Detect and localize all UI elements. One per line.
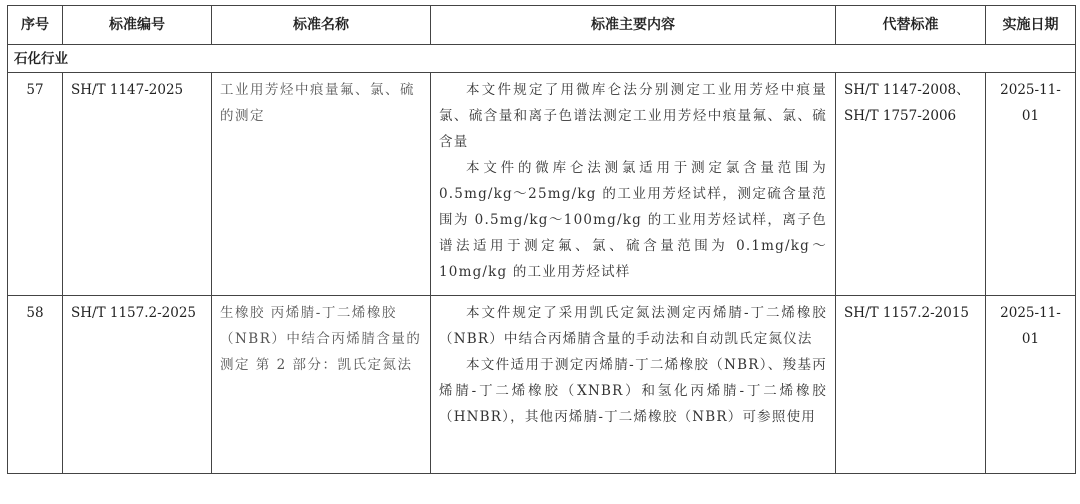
row-no: 57 (8, 73, 63, 296)
row-code: SH/T 1147-2025 (63, 73, 212, 296)
header-replaces: 代替标准 (836, 6, 986, 45)
content-paragraph: 本文件的微库仑法测氯适用于测定氯含量范围为0.5mg/kg～25mg/kg 的工业用芳烃试样，测定硫含量范围为 0.5mg/kg～100mg/kg 的工业用芳烃试样，离子色谱法适用于测定氟、氯、硫含量范围为 0.1mg/kg～10mg/kg 的工业用芳烃试样 (439, 160, 827, 280)
section-title: 石化行业 (8, 45, 1076, 73)
header-content: 标准主要内容 (431, 6, 836, 45)
row-date: 2025-11-01 (986, 73, 1076, 296)
content-paragraph: 本文件规定了采用凯氏定氮法测定丙烯腈-丁二烯橡胶（NBR）中结合丙烯腈含量的手动法和自动凯氏定氮仪法 (439, 305, 827, 347)
header-name: 标准名称 (212, 6, 431, 45)
header-code: 标准编号 (63, 6, 212, 45)
row-replaces: SH/T 1147-2008、SH/T 1757-2006 (836, 73, 986, 296)
row-content (431, 73, 836, 296)
row-date: 2025-11-01 (986, 296, 1076, 474)
header-row (8, 6, 1076, 45)
row-content (431, 296, 836, 474)
content-paragraph: 本文件适用于测定丙烯腈-丁二烯橡胶（NBR）、羧基丙烯腈-丁二烯橡胶（XNBR）和氢化丙烯腈-丁二烯橡胶（HNBR），其他丙烯腈-丁二烯橡胶（NBR）可参照使用 (439, 357, 827, 425)
table-row (8, 296, 1076, 474)
section-row (8, 45, 1076, 73)
row-code: SH/T 1157.2-2025 (63, 296, 212, 474)
content-paragraph: 本文件规定了用微库仑法分别测定工业用芳烃中痕量氯、硫含量和离子色谱法测定工业用芳烃中痕量氟、氯、硫含量 (439, 82, 827, 150)
header-date: 实施日期 (986, 6, 1076, 45)
row-no: 58 (8, 296, 63, 474)
table-row (8, 73, 1076, 296)
header-no: 序号 (8, 6, 63, 45)
standards-table (7, 5, 1076, 474)
row-name: 工业用芳烃中痕量氟、氯、硫的测定 (212, 73, 431, 296)
row-name: 生橡胶 丙烯腈-丁二烯橡胶（NBR）中结合丙烯腈含量的测定 第 2 部分：凯氏定氮法 (212, 296, 431, 474)
row-replaces: SH/T 1157.2-2015 (836, 296, 986, 474)
